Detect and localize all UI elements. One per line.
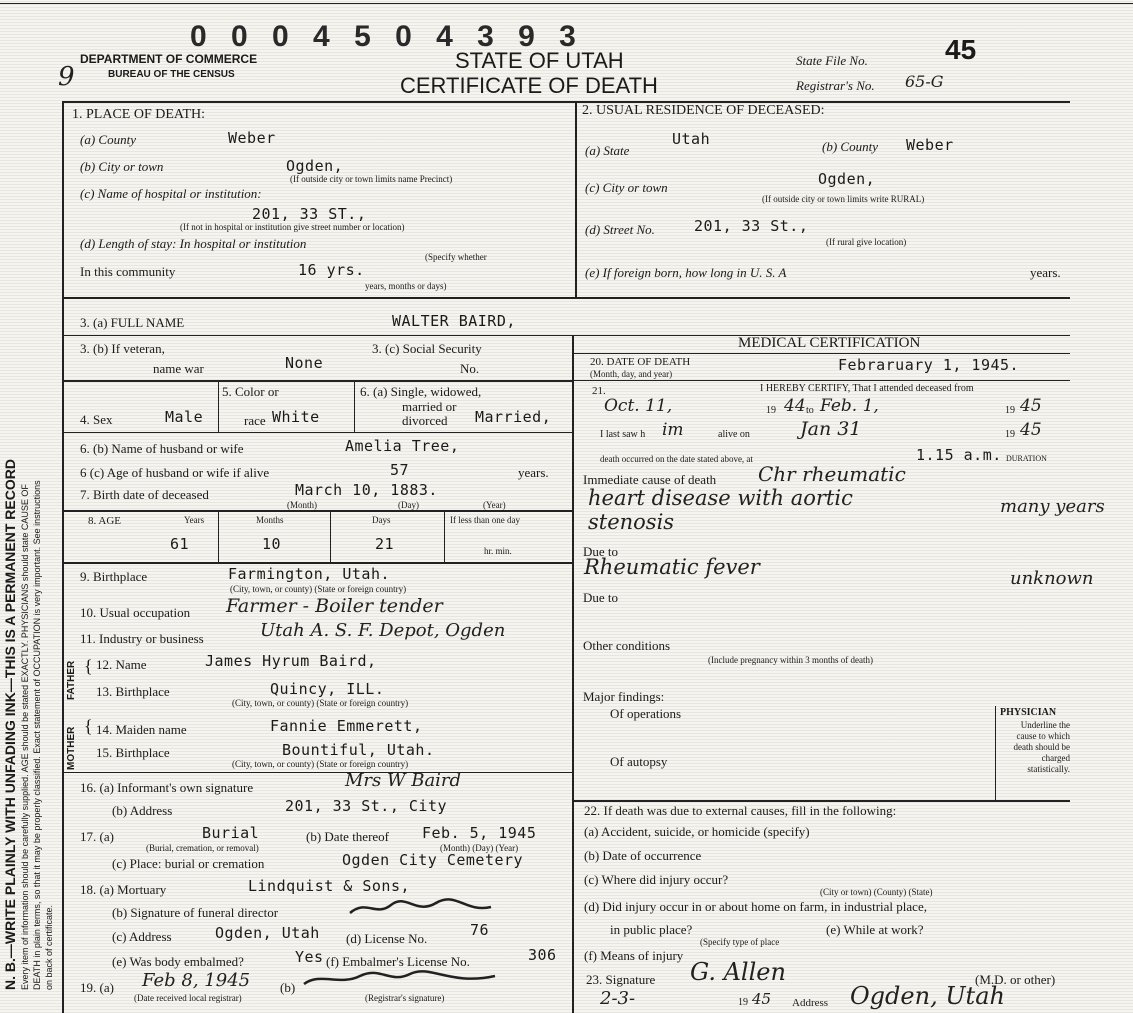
spouse-age-value: 57 <box>390 461 410 479</box>
registrar-signature <box>300 966 500 992</box>
sidebar-line-3: on back of certificate. <box>44 904 54 990</box>
signature-label: 23. Signature <box>586 972 656 987</box>
frame-top <box>62 101 1070 103</box>
age-years: 61 <box>170 535 190 553</box>
foreign-label: (e) If foreign born, how long in U. S. A <box>585 265 787 280</box>
physician-signature: G. Allen <box>690 958 786 986</box>
registrar-sig-note: (Registrar's signature) <box>365 993 445 1003</box>
informant-signature: Mrs W Baird <box>345 770 462 791</box>
due-to-2-label: Due to <box>583 590 619 605</box>
birthplace-label: 9. Birthplace <box>80 569 148 584</box>
mother-name: Fannie Emmerett, <box>270 717 423 735</box>
death-date-label: 20. DATE OF DEATH <box>590 356 691 368</box>
disposition-label: 17. (a) <box>80 829 114 844</box>
md-label: (M.D. or other) <box>975 972 1056 987</box>
divider-sex-race <box>218 380 219 432</box>
age-less-day-header: If less than one day <box>450 515 520 525</box>
res-street-label: (d) Street No. <box>585 222 655 237</box>
emb-license-value: 306 <box>528 946 557 964</box>
embalmed-value: Yes <box>295 948 324 966</box>
spouse-value: Amelia Tree, <box>345 437 460 455</box>
informant-address: 201, 33 St., City <box>285 797 448 815</box>
age-divider-3 <box>444 510 445 562</box>
external-d-note: (Specify type of place <box>700 937 780 947</box>
place-county-label: (a) County <box>80 132 136 147</box>
place-city-label: (b) City or town <box>80 159 164 174</box>
disposition-date: Feb. 5, 1945 <box>422 824 537 842</box>
father-name-label: 12. Name <box>96 657 147 672</box>
divider-veteran <box>62 380 572 382</box>
father-birthplace: Quincy, ILL. <box>270 680 385 698</box>
duration-2: unknown <box>1010 568 1094 589</box>
age-months-header: Months <box>256 515 284 525</box>
mother-side-label: MOTHER <box>66 726 77 770</box>
informant-sig-label: 16. (a) Informant's own signature <box>80 780 254 795</box>
res-county-label: (b) County <box>822 139 878 154</box>
father-bp-label: 13. Birthplace <box>96 684 170 699</box>
hospital-note: (If not in hospital or institution give street number or location) <box>180 222 405 232</box>
marital-label-2: married or <box>402 399 457 414</box>
community-note: years, months or days) <box>365 281 447 291</box>
foreign-years-label: years. <box>1030 265 1061 280</box>
due-to-1: Rheumatic fever <box>584 555 760 579</box>
divider-external <box>572 800 1070 802</box>
sex-label: 4. Sex <box>80 412 113 427</box>
external-e-label: (e) While at work? <box>826 922 924 937</box>
full-name: WALTER BAIRD, <box>392 312 516 330</box>
res-state-label: (a) State <box>585 143 630 158</box>
license-label: (d) License No. <box>346 931 428 946</box>
father-bp-note: (City, town, or county) (State or foreign country) <box>232 698 409 708</box>
age-days-header: Days <box>372 515 391 525</box>
stay-label: (d) Length of stay: In hospital or institution <box>80 236 307 251</box>
external-c-label: (c) Where did injury occur? <box>584 872 729 887</box>
hospital-label: (c) Name of hospital or institution: <box>80 186 262 201</box>
divider-parents <box>62 772 572 773</box>
divider-age <box>62 562 572 564</box>
disposition-date-note: (Month) (Day) (Year) <box>440 843 519 853</box>
age-divider-2 <box>330 510 331 562</box>
divider-medical <box>572 335 574 1013</box>
cause-line-3: stenosis <box>588 510 675 534</box>
registrar-number: 65-G <box>905 72 944 91</box>
death-time: 1.15 a.m. <box>916 446 1002 464</box>
industry-label: 11. Industry or business <box>80 631 204 646</box>
occupation-value: Farmer - Boiler tender <box>226 595 443 617</box>
residence-heading: 2. USUAL RESIDENCE OF DECEASED: <box>582 103 825 118</box>
ss-label: 3. (c) Social Security <box>372 341 482 356</box>
race-label: race <box>244 413 266 428</box>
place-heading: 1. PLACE OF DEATH: <box>72 107 206 122</box>
address2-label: (c) Address <box>112 929 172 944</box>
res-city-note: (If outside city or town limits write RURAL) <box>762 194 925 204</box>
alive-on-label: alive on <box>718 429 750 440</box>
divider-death-date <box>572 380 1070 381</box>
cause-label: Immediate cause of death <box>583 472 717 487</box>
duration-1: many years <box>1000 496 1105 517</box>
attended-to: Feb. 1, <box>820 396 879 416</box>
cause-line-2: heart disease with aortic <box>588 486 853 510</box>
veteran-label: 3. (b) If veteran, <box>80 341 165 356</box>
mother-brace: { <box>84 716 93 736</box>
birth-day-note: (Day) <box>398 500 419 510</box>
res-county: Weber <box>906 136 954 154</box>
registrar-sig-label: (b) <box>280 980 296 995</box>
place-county: Weber <box>228 129 276 147</box>
spouse-age-years: years. <box>518 465 549 480</box>
ss-no-label: No. <box>460 361 480 376</box>
res-city: Ogden, <box>818 170 876 188</box>
signature-address: Ogden, Utah <box>850 982 1005 1010</box>
external-d-label: (d) Did injury occur in or about home on farm, in industrial place, <box>584 899 927 914</box>
mother-bp-note: (City, town, or county) (State or foreign country) <box>232 759 409 769</box>
mortuary-label: 18. (a) Mortuary <box>80 882 167 897</box>
burial-place-label: (c) Place: burial or cremation <box>112 856 265 871</box>
place-city: Ogden, <box>286 157 344 175</box>
operations-label: Of operations <box>610 706 682 721</box>
father-name: James Hyrum Baird, <box>205 652 377 670</box>
birthplace-value: Farmington, Utah. <box>228 565 391 583</box>
signature-address-label: Address <box>792 997 829 1009</box>
burial-place: Ogden City Cemetery <box>342 851 524 869</box>
duration-header: DURATION <box>1006 454 1047 463</box>
last-saw-him: im <box>662 420 684 440</box>
cause-line-1: Chr rheumatic <box>758 462 906 486</box>
license-value: 76 <box>470 921 490 939</box>
state-file-label: State File No. <box>796 53 868 68</box>
address2-value: Ogden, Utah <box>215 924 320 942</box>
age-hr-min: hr. min. <box>484 546 512 556</box>
last-saw-year-prefix: 19 <box>1005 429 1015 440</box>
external-c-note: (City or town) (County) (State) <box>820 887 933 897</box>
birth-label: 7. Birth date of deceased <box>80 487 209 502</box>
physician-note: Underline the cause to which death should be charged statistically. <box>1013 720 1070 774</box>
other-conditions-note: (Include pregnancy within 3 months of death) <box>708 655 873 665</box>
serial-number: 0 0 0 4 5 0 4 3 9 3 <box>190 20 584 53</box>
marital-label-3: divorced <box>402 413 448 428</box>
sidebar-main: N. B.—WRITE PLAINLY WITH UNFADING INK—THIS IS A PERMANENT RECORD <box>2 459 18 990</box>
age-days: 21 <box>375 535 395 553</box>
death-date-value: Febraruary 1, 1945. <box>838 356 1020 374</box>
res-state: Utah <box>672 130 711 148</box>
external-a-label: (a) Accident, suicide, or homicide (specify) <box>584 824 810 839</box>
sidebar-line-1: Every item of information should be carefully supplied. AGE should be stated EXACTLY. PHYSICIANS should state CAUSE OF <box>20 484 30 990</box>
disposition-note: (Burial, cremation, or removal) <box>146 843 259 853</box>
signature-date: 2-3- <box>600 988 636 1009</box>
embalmed-label: (e) Was body embalmed? <box>112 954 244 969</box>
director-signature <box>346 895 496 921</box>
name-label: 3. (a) FULL NAME <box>80 315 185 330</box>
state-title: STATE OF UTAH <box>455 48 624 73</box>
last-saw-year: 45 <box>1020 420 1042 440</box>
color-label: 5. Color or <box>222 384 279 399</box>
community-label: In this community <box>80 264 176 279</box>
last-saw-date: Jan 31 <box>800 418 862 440</box>
father-brace: { <box>84 656 93 676</box>
sex-value: Male <box>165 408 204 426</box>
age-label: 8. AGE <box>88 515 121 527</box>
divider-race-marital <box>354 380 355 432</box>
mother-birthplace: Bountiful, Utah. <box>282 741 435 759</box>
res-street: 201, 33 St., <box>694 217 809 235</box>
certificate-title: CERTIFICATE OF DEATH <box>400 73 658 98</box>
due-to-1-label: Due to <box>583 544 619 559</box>
from-year: 44 <box>784 396 806 416</box>
to-year: 45 <box>1020 396 1042 416</box>
director-label: (b) Signature of funeral director <box>112 905 279 920</box>
department: DEPARTMENT OF COMMERCE <box>80 52 258 66</box>
registrar-received: Feb 8, 1945 <box>142 970 251 991</box>
signature-year-prefix: 19 <box>738 997 748 1008</box>
bureau: BUREAU OF THE CENSUS <box>108 69 235 80</box>
occupation-label: 10. Usual occupation <box>80 605 191 620</box>
registrar-received-note: (Date received local registrar) <box>134 993 242 1003</box>
divider-medical-heading <box>572 353 1070 354</box>
res-street-note: (If rural give location) <box>826 237 907 247</box>
informant-address-label: (b) Address <box>112 803 173 818</box>
age-divider-1 <box>218 510 219 562</box>
spouse-age-label: 6 (c) Age of husband or wife if alive <box>80 465 270 480</box>
specify-note: (Specify whether <box>425 252 487 262</box>
birthplace-note: (City, town, or county) (State or foreign country) <box>230 584 407 594</box>
mortuary-value: Lindquist & Sons, <box>248 877 411 895</box>
other-conditions-label: Other conditions <box>583 638 671 653</box>
marital-value: Married, <box>475 408 552 426</box>
last-saw-label: I last saw h <box>600 429 646 440</box>
to-label: to <box>806 405 814 416</box>
divider-1 <box>62 297 1070 299</box>
age-months: 10 <box>262 535 282 553</box>
veteran-value: None <box>285 354 324 372</box>
res-city-label: (c) City or town <box>585 180 668 195</box>
mother-name-label: 14. Maiden name <box>96 722 187 737</box>
war-label: name war <box>153 361 204 376</box>
external-heading: 22. If death was due to external causes, fill in the following: <box>584 803 897 818</box>
state-file-number: 45 <box>945 34 977 65</box>
emb-license-label: (f) Embalmer's License No. <box>326 954 470 969</box>
father-side-label: FATHER <box>66 660 77 700</box>
spouse-label: 6. (b) Name of husband or wife <box>80 441 244 456</box>
death-date-note: (Month, day, and year) <box>590 369 673 379</box>
attended-from: Oct. 11, <box>604 396 673 416</box>
birth-year-note: (Year) <box>483 500 506 510</box>
to-year-prefix: 19 <box>1005 405 1015 416</box>
top-border <box>0 3 1133 4</box>
time-label: death occurred on the date stated above, at <box>600 454 753 464</box>
frame-left <box>62 101 64 1013</box>
divider-birth <box>62 510 572 512</box>
external-f-label: (f) Means of injury <box>584 948 684 963</box>
medical-heading: MEDICAL CERTIFICATION <box>738 335 921 351</box>
external-b-label: (b) Date of occurrence <box>584 848 702 863</box>
race-value: White <box>272 408 320 426</box>
physician-header: PHYSICIAN <box>1000 707 1057 718</box>
major-findings-label: Major findings: <box>583 689 665 704</box>
disposition-date-label: (b) Date thereof <box>306 829 390 844</box>
birth-value: March 10, 1883. <box>295 481 438 499</box>
sidebar-line-2: DEATH in plain terms, so that it may be properly classified. Exact statement of OCCUPATION is very important. See instructions <box>32 480 42 990</box>
external-d-label-2: in public place? <box>610 922 693 937</box>
corner-mark: 9 <box>58 62 75 92</box>
autopsy-label: Of autopsy <box>610 754 668 769</box>
physician-box-left <box>995 706 996 800</box>
registrar-date-label: 19. (a) <box>80 980 114 995</box>
hospital-value: 201, 33 ST., <box>252 205 367 223</box>
industry-value: Utah A. S. F. Depot, Ogden <box>260 620 506 641</box>
age-years-header: Years <box>184 515 205 525</box>
mother-bp-label: 15. Birthplace <box>96 745 170 760</box>
marital-label: 6. (a) Single, widowed, <box>360 384 482 399</box>
certify-number: 21. <box>592 385 606 397</box>
divider-top-sections <box>575 101 577 298</box>
from-year-prefix: 19 <box>766 405 776 416</box>
birth-month-note: (Month) <box>287 500 317 510</box>
registrar-label: Registrar's No. <box>796 78 875 93</box>
signature-year: 45 <box>752 990 772 1008</box>
divider-sex-row <box>62 432 572 433</box>
community-value: 16 yrs. <box>298 261 365 279</box>
place-city-note: (If outside city or town limits name Precinct) <box>290 174 453 184</box>
certify-text: I HEREBY CERTIFY, That I attended deceased from <box>760 383 974 394</box>
disposition-value: Burial <box>202 824 260 842</box>
